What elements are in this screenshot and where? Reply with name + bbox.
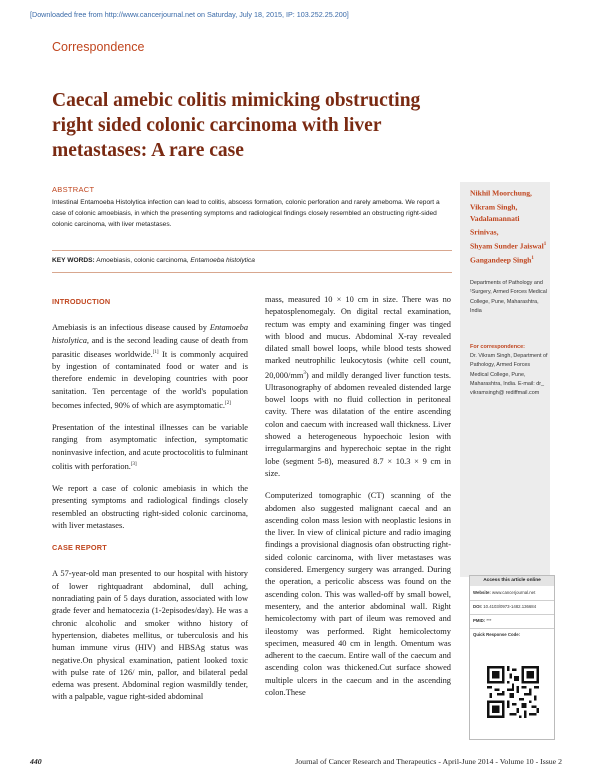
access-heading: Access this article online: [470, 576, 554, 586]
right-column: [265, 294, 451, 709]
abstract-heading: ABSTRACT: [52, 185, 95, 194]
doi-line: DOI: 10.4103/0973-1482.136684: [473, 604, 537, 609]
website-line: Website: www.cancerjournal.net: [473, 590, 536, 595]
intro-paragraph-1: Amebiasis is an infectious disease caused by Entamoeba histolytica, and is the second leading cause of death from parasitic diseases worldwide.[1] It is commonly acquired by ingestion of contaminated food or water and is therefore endemic in developing countries with poor sanitation. Ten percentage of the world's population becomes infected, 90% of which are asymptomatic.[2]: [52, 323, 249, 410]
correspondence-text: Dr. Vikram Singh, Department of Pathology, Armed Forces Medical College, Pune, Maharashtra, India. E-mail: dr_ vikramsingh@ rediffmail.com: [470, 353, 548, 397]
case-report-heading: CASE REPORT: [52, 543, 107, 553]
qr-code-icon[interactable]: [487, 666, 539, 718]
divider: [52, 250, 452, 251]
section-label: Correspondence: [52, 40, 145, 54]
qr-label: Quick Response Code:: [473, 632, 521, 637]
keywords-label: KEY WORDS:: [52, 257, 95, 264]
abstract-text: Intestinal Entamoeba Histolytica infection can lead to colitis, abscess formation, colonic perforation and rarely ameboma. We report a case of colonic amoebiasis, in which the presenting symptoms and radiological findings closely resembled an obstructing right-sided colonic carcinoma, with liver metastases.: [52, 199, 440, 228]
divider: [52, 272, 452, 273]
access-online-box: [469, 575, 555, 740]
article-title: Caecal amebic colitis mimicking obstructing right sided colonic carcinoma with liver metastases: A rare case: [52, 90, 421, 161]
divider: [470, 614, 554, 615]
website-link[interactable]: www.cancerjournal.net: [492, 590, 536, 595]
divider: [470, 600, 554, 601]
case-paragraph-1: A 57-year-old man presented to our hospital with history of lower rightquadrant abdominal, dull aching, nonradiating pain of 5 days duration, associated with low grade fever and hematocezia (1-2episodes/day). He was a chronic alcoholic and smoker withno history of hypertension, diabetes mellitus, or tuberculosis and his human immune virus (HIV) and HBSAg status was negative.On physical examination, patient looked toxic with pulse rate of 126/ min, pallor, and bilateral pedal edema was present. Abdominal region wasmildly tender, with a palpable, vague right-sided abdominal: [52, 569, 248, 702]
introduction-heading: INTRODUCTION: [52, 297, 111, 306]
author: Vadalamannati Srinivas,: [470, 214, 520, 237]
divider: [470, 628, 554, 629]
author: Gangandeep Singh$^1$: [470, 255, 534, 265]
keywords: [52, 257, 452, 264]
author: Nikhil Moorchung,: [470, 188, 532, 198]
journal-citation: Journal of Cancer Research and Therapeutics - April-June 2014 - Volume 10 - Issue 2: [295, 757, 562, 766]
intro-paragraph-3: We report a case of colonic amebiasis in which the presenting symptoms and radiological findings closely resembled an obstructing right-sided colonic carcinoma, with liver metastases.: [52, 483, 248, 530]
affiliation: Departments of Pathology and ¹Surgery, Armed Forces Medical College, Pune, Maharashtra, India: [470, 280, 547, 314]
left-column: [52, 296, 248, 714]
correspondence-heading: For correspondence:: [470, 344, 526, 350]
author: Shyam Sunder Jaiswal$^1$: [470, 241, 547, 251]
download-notice: [Downloaded free from http://www.cancerjournal.net on Saturday, July 18, 2015, IP: 103.252.25.200]: [30, 10, 349, 19]
case-paragraph-3: Computerized tomographic (CT) scanning of the abdomen also suggested malignant caecal and an ascending colon mass lesion with neoplastic lesions in the liver. In view of clinical picture and radio imaging findings a provisional diagnosis ofan obstructing right-sided colonic carcinoma, with liver metastases was considered. Emergency surgery was arranged. During the operation, a pericolic abscess was found on the ascending colon. This was walled-off by small bowel, mesentery, and the anterior abdominal wall. Right hemicolectomy with part of ileum was removed and ileostomy was performed. Right hemicolectomy specimen, measured 40 cm in length. Omentum was adherent to the caecum. Entire wall of the caecum and ascending colon was thickened.Cut surface showed multiple ulcers in the caecum and in the ascending colon.These: [265, 491, 451, 697]
page-number: 440: [30, 757, 42, 766]
intro-paragraph-2: Presentation of the intestinal illnesses can be variable ranging from asymptomatic infection, symptomatic noninvasive infection, and acute proctocolitis to fulminant colitis with perforation.[3]: [52, 422, 248, 471]
doi-value[interactable]: 10.4103/0973-1482.136684: [483, 604, 537, 609]
author: Vikram Singh,: [470, 202, 518, 212]
keywords-plain: Amoebiasis, colonic carcinoma,: [96, 257, 189, 264]
case-paragraph-2: mass, measured 10 × 10 cm in size. There was no hepatosplenomegaly. On digital rectal examination, rectum was empty and examining finger was tinged with blood and mucus. Abdominal X-ray revealed dilated small bowel loops, while blood tests showed marked neutrophilic leukocytosis (white cell count, $20,000/mm^3$) and mildly deranged liver function tests. Ultrasonography of abdomen revealed distended large bowel loops with no fluid collection in peritoneal cavity. There was dilatation of the entire ascending colon and caecum with increased wall thickness. Liver showed a heterogeneous hypoechoic lesion with irregularmargins and hyperechoic septae in the right lobe (segment 5-8), measured 8.7 × 10.3 × 9 cm in size.: [265, 295, 451, 478]
keywords-italic: Entamoeba histolytica: [190, 257, 255, 264]
pmid-line: PMID: ***: [473, 618, 492, 623]
author-list: [470, 186, 548, 266]
